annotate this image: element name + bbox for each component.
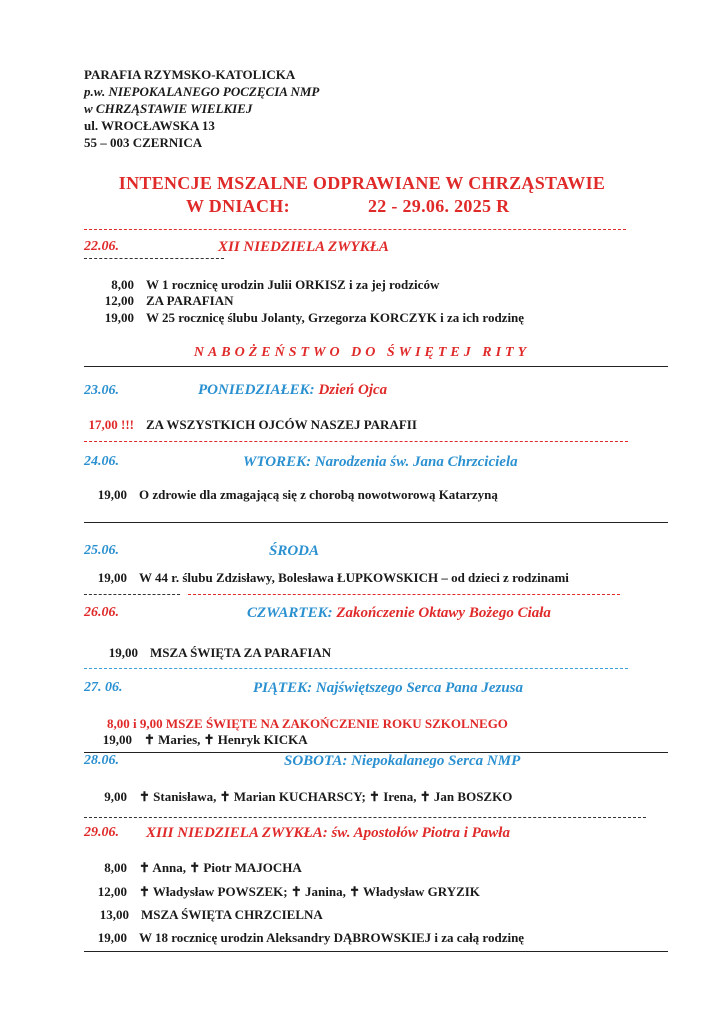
mass-time: 8,00 bbox=[104, 860, 127, 875]
mass-entry bbox=[104, 310, 525, 326]
day-date: 23.06. bbox=[84, 383, 119, 398]
day-name bbox=[146, 825, 510, 842]
divider bbox=[188, 594, 620, 595]
parish-header bbox=[84, 66, 319, 151]
mass-entry bbox=[104, 860, 302, 876]
divider bbox=[84, 229, 626, 230]
mass-entry bbox=[104, 789, 513, 805]
day-date: 26.06. bbox=[84, 605, 119, 620]
day-title: XII NIEDZIELA ZWYKŁA bbox=[218, 239, 389, 255]
day-name bbox=[253, 680, 523, 697]
day-title: XIII NIEDZIELA ZWYKŁA: bbox=[146, 825, 328, 841]
mass-intention: ZA WSZYSTKICH OJCÓW NASZEJ PARAFII bbox=[146, 417, 417, 432]
mass-entry bbox=[102, 732, 308, 748]
parish-name: PARAFIA RZYMSKO-KATOLICKA bbox=[84, 67, 296, 82]
day-date: 29.06. bbox=[84, 825, 119, 840]
day-date: 25.06. bbox=[84, 543, 119, 558]
day-feast: św. Apostołów Piotra i Pawła bbox=[331, 825, 510, 841]
mass-time: 17,00 !!! bbox=[88, 417, 134, 432]
mass-intention: W 1 rocznicę urodzin Julii ORKISZ i za jej rodziców bbox=[146, 277, 440, 292]
mass-intention: W 18 rocznicę urodzin Aleksandry DĄBROWSKIEJ i za całą rodzinę bbox=[139, 930, 525, 945]
mass-time: 19,00 bbox=[104, 310, 134, 325]
mass-intention: ZA PARAFIAN bbox=[146, 293, 234, 308]
day-feast: Zakończenie Oktawy Bożego Ciała bbox=[336, 605, 551, 621]
parish-patron: p.w. NIEPOKALANEGO POCZĘCIA NMP bbox=[84, 84, 320, 99]
day-date: 24.06. bbox=[84, 454, 119, 469]
mass-intention: O zdrowie dla zmagającą się z chorobą nowotworową Katarzyną bbox=[139, 487, 498, 502]
day-name bbox=[218, 239, 389, 256]
day-date: 22.06. bbox=[84, 239, 119, 254]
mass-time: 19,00 bbox=[97, 930, 127, 945]
day-title: SOBOTA: Niepokalanego Serca NMP bbox=[284, 753, 521, 769]
mass-time: 19,00 bbox=[108, 645, 138, 660]
day-title: ŚRODA bbox=[269, 543, 320, 559]
day-name bbox=[284, 753, 520, 770]
mass-time: 13,00 bbox=[99, 907, 129, 922]
parish-location: w CHRZĄSTAWIE WIELKIEJ bbox=[84, 101, 253, 116]
date-range-value: 22 - 29.06. 2025 R bbox=[368, 196, 510, 216]
mass-entry bbox=[97, 487, 498, 503]
divider bbox=[84, 366, 668, 367]
day-title: CZWARTEK: bbox=[247, 605, 333, 621]
mass-intention: ✝ Maries, ✝ Henryk KICKA bbox=[144, 732, 308, 747]
divider bbox=[84, 594, 180, 595]
divider bbox=[84, 951, 668, 952]
mass-time: 8,00 bbox=[111, 277, 134, 292]
special-service-note: NABOŻEŃSTWO DO ŚWIĘTEJ RITY bbox=[193, 345, 531, 360]
mass-entry bbox=[88, 417, 417, 433]
mass-intention: ✝ Stanisława, ✝ Marian KUCHARSCY; ✝ Irena, ✝ Jan BOSZKO bbox=[139, 789, 513, 804]
mass-entry bbox=[97, 570, 569, 586]
mass-time: 19,00 bbox=[97, 487, 127, 502]
divider bbox=[84, 817, 646, 818]
mass-time: 9,00 bbox=[104, 789, 127, 804]
school-year-masses: 8,00 i 9,00 MSZE ŚWIĘTE NA ZAKOŃCZENIE ROKU SZKOLNEGO bbox=[107, 716, 508, 731]
mass-time: 12,00 bbox=[104, 293, 134, 308]
mass-intention: ✝ Anna, ✝ Piotr MAJOCHA bbox=[139, 860, 302, 875]
day-name bbox=[243, 454, 518, 471]
parish-street: ul. WROCŁAWSKA 13 bbox=[84, 118, 215, 133]
day-name bbox=[247, 605, 551, 622]
date-range-label: W DNIACH: bbox=[186, 196, 290, 216]
mass-entry bbox=[104, 293, 234, 309]
document-title: INTENCJE MSZALNE ODPRAWIANE W CHRZĄSTAWIE bbox=[118, 173, 606, 193]
mass-intention: W 25 rocznicę ślubu Jolanty, Grzegorza KORCZYK i za ich rodzinę bbox=[146, 310, 525, 325]
divider bbox=[84, 258, 224, 259]
mass-entry bbox=[108, 645, 332, 661]
day-name bbox=[198, 382, 387, 399]
day-feast: Dzień Ojca bbox=[318, 382, 388, 398]
mass-intention: ✝ Władysław POWSZEK; ✝ Janina, ✝ Władysław GRYZIK bbox=[139, 884, 480, 899]
mass-time: 12,00 bbox=[97, 884, 127, 899]
day-title: WTOREK: Narodzenia św. Jana Chrzciciela bbox=[243, 454, 518, 470]
divider bbox=[84, 668, 628, 669]
mass-entry bbox=[111, 277, 440, 293]
mass-time: 19,00 bbox=[102, 732, 132, 747]
day-title: PONIEDZIAŁEK: bbox=[198, 382, 315, 398]
mass-entry bbox=[97, 884, 480, 900]
mass-intention: MSZA ŚWIĘTA ZA PARAFIAN bbox=[150, 645, 332, 660]
parish-postcode: 55 – 003 CZERNICA bbox=[84, 135, 203, 150]
mass-time: 19,00 bbox=[97, 570, 127, 585]
mass-intention: W 44 r. ślubu Zdzisławy, Bolesława ŁUPKOWSKICH – od dzieci z rodzinami bbox=[139, 570, 569, 585]
day-date: 27. 06. bbox=[84, 680, 123, 695]
divider bbox=[84, 441, 628, 442]
day-date: 28.06. bbox=[84, 753, 119, 768]
mass-intention: MSZA ŚWIĘTA CHRZCIELNA bbox=[141, 907, 323, 922]
day-name bbox=[269, 543, 319, 560]
divider bbox=[84, 522, 668, 523]
day-title: PIĄTEK: Najświętszego Serca Pana Jezusa bbox=[253, 680, 524, 696]
mass-entry bbox=[97, 930, 525, 946]
mass-entry bbox=[99, 907, 323, 923]
